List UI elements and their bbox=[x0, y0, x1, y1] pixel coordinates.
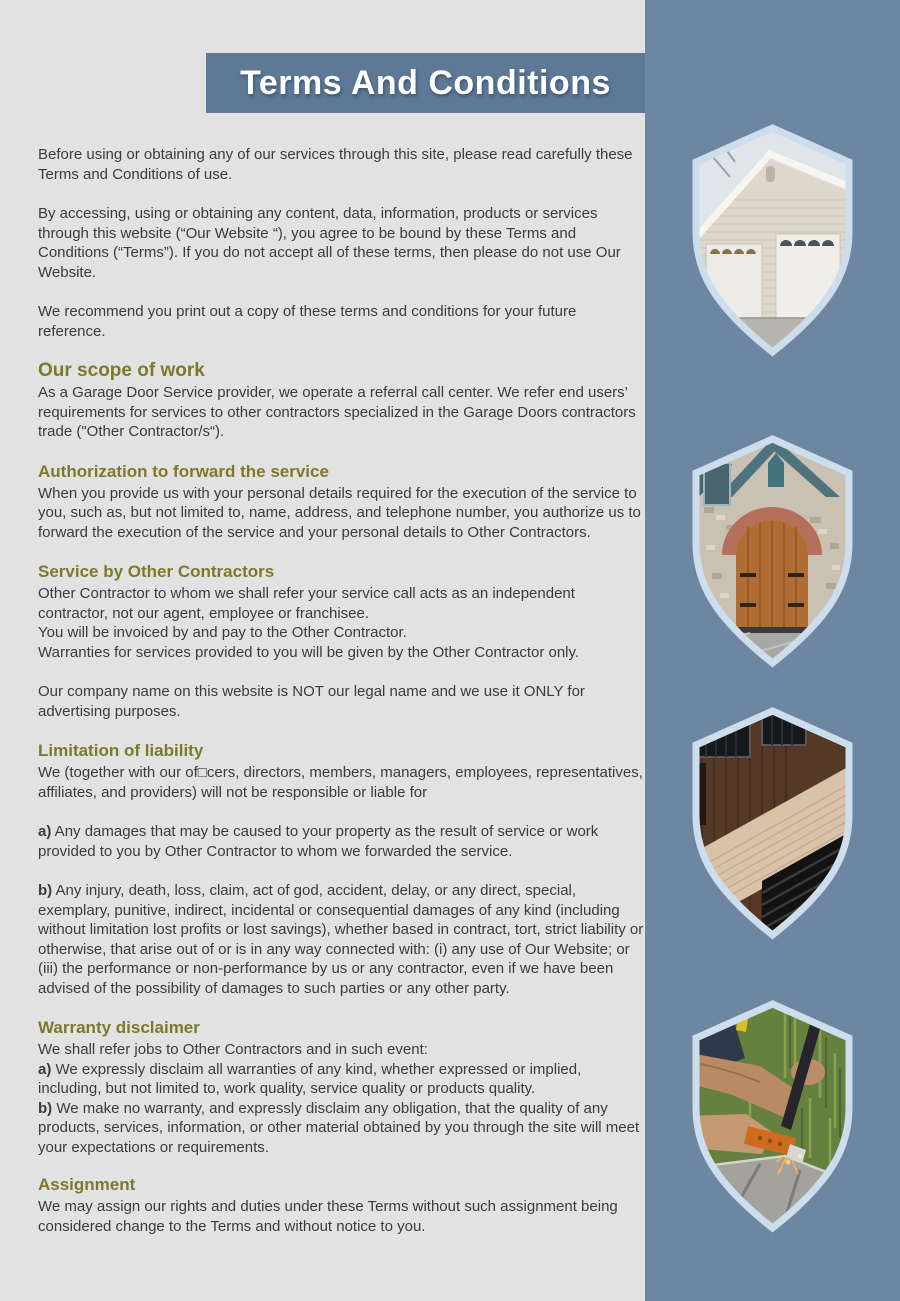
paragraph: You will be invoiced by and pay to the Other Contractor. bbox=[38, 624, 407, 641]
intro-paragraph: Before using or obtaining any of our services through this site, please read carefully these Terms and Conditions of use. bbox=[38, 146, 633, 183]
list-item-a bbox=[38, 822, 648, 861]
section-heading-warranty: Warranty disclaimer bbox=[38, 1018, 200, 1037]
list-item-b bbox=[38, 1099, 648, 1158]
sidebar bbox=[645, 0, 900, 1301]
photo-modern-wood bbox=[690, 705, 855, 942]
paragraph: Other Contractor to whom we shall refer your service call acts as an independent contractor, not our agent, employee or franchisee. bbox=[38, 585, 575, 622]
intro-paragraph: By accessing, using or obtaining any content, data, information, products or services through this website (“Our Website “), you agree to be bound by these Terms and Conditions (“Terms”). If you do not accept all of these terms, then please do not use Our Website. bbox=[38, 205, 621, 281]
item-text: We make no warranty, and expressly disclaim any obligation, that the quality of any products, services, information, or other material obtained by you through the site will meet your expectations or requirements. bbox=[38, 1099, 640, 1156]
paragraph: We (together with our of□cers, directors, members, managers, employees, representatives, affiliates, and providers) will not be responsible or liable for bbox=[38, 764, 643, 801]
paragraph: Warranties for services provided to you will be given by the Other Contractor only. bbox=[38, 643, 580, 661]
item-text: We expressly disclaim all warranties of any kind, whether expressed or implied, including, but not limited to, work quality, service quality or products quality. bbox=[38, 1060, 582, 1097]
section-heading-assignment: Assignment bbox=[38, 1175, 136, 1194]
photo-white-garage bbox=[690, 122, 855, 359]
title-banner bbox=[206, 53, 645, 113]
shield-badge-white-garage bbox=[690, 122, 855, 359]
paragraph: We may assign our rights and duties under these Terms without such assignment being considered change to the Terms and without notice to you. bbox=[38, 1198, 618, 1235]
photo-welding bbox=[690, 998, 855, 1235]
list-item-a bbox=[38, 1060, 648, 1099]
shield-badge-stone-house bbox=[690, 433, 855, 670]
item-prefix: a) bbox=[38, 823, 52, 840]
terms-content bbox=[38, 145, 648, 1256]
section-heading-authorization: Authorization to forward the service bbox=[38, 461, 329, 481]
intro-paragraph: We recommend you print out a copy of these terms and conditions for your future reference. bbox=[38, 303, 577, 340]
item-prefix: a) bbox=[38, 1060, 52, 1078]
photo-stone-house bbox=[690, 433, 855, 670]
section-heading-service: Service by Other Contractors bbox=[38, 562, 275, 581]
section-heading-limitation: Limitation of liability bbox=[38, 741, 204, 760]
item-text: Any injury, death, loss, claim, act of god, accident, delay, or any direct, special, exemplary, punitive, indirect, incidental or consequential damages of any kind (including without limitation lost profits or lost savings), whether based in contract, tort, strict liability or otherwise, that arise out of or is in any way connected with: (i) any use of Our Website; or (iii) the performance or non-performance by us or any contractor, even if we have been advised of the possibility of damages to such parties or any other party. bbox=[38, 882, 644, 997]
paragraph: As a Garage Door Service provider, we operate a referral call center. We refer end users’ requirements for services to other contractors specialized in the Garage Doors contractors trade ("Other Contractor/s“). bbox=[38, 384, 636, 440]
page-title: Terms And Conditions bbox=[240, 63, 611, 102]
shield-badge-modern-wood-garage bbox=[690, 705, 855, 942]
shield-badge-welding-technician bbox=[690, 998, 855, 1235]
list-item-b bbox=[38, 881, 648, 998]
item-prefix: b) bbox=[38, 1099, 53, 1117]
section-heading-scope: Our scope of work bbox=[38, 360, 205, 381]
item-prefix: b) bbox=[38, 882, 53, 899]
item-text: Any damages that may be caused to your property as the result of service or work provided to you by Other Contractor to whom we forwarded the service. bbox=[38, 823, 599, 860]
paragraph: We shall refer jobs to Other Contractors and in such event: bbox=[38, 1041, 428, 1058]
paragraph: Our company name on this website is NOT our legal name and we use it ONLY for advertising purposes. bbox=[38, 683, 585, 720]
paragraph: When you provide us with your personal details required for the execution of the service to you, such as, but not limited to, name, address, and telephone number, you authorize us to forward the execution of the service and your personal details to Other Contractors. bbox=[38, 484, 641, 541]
